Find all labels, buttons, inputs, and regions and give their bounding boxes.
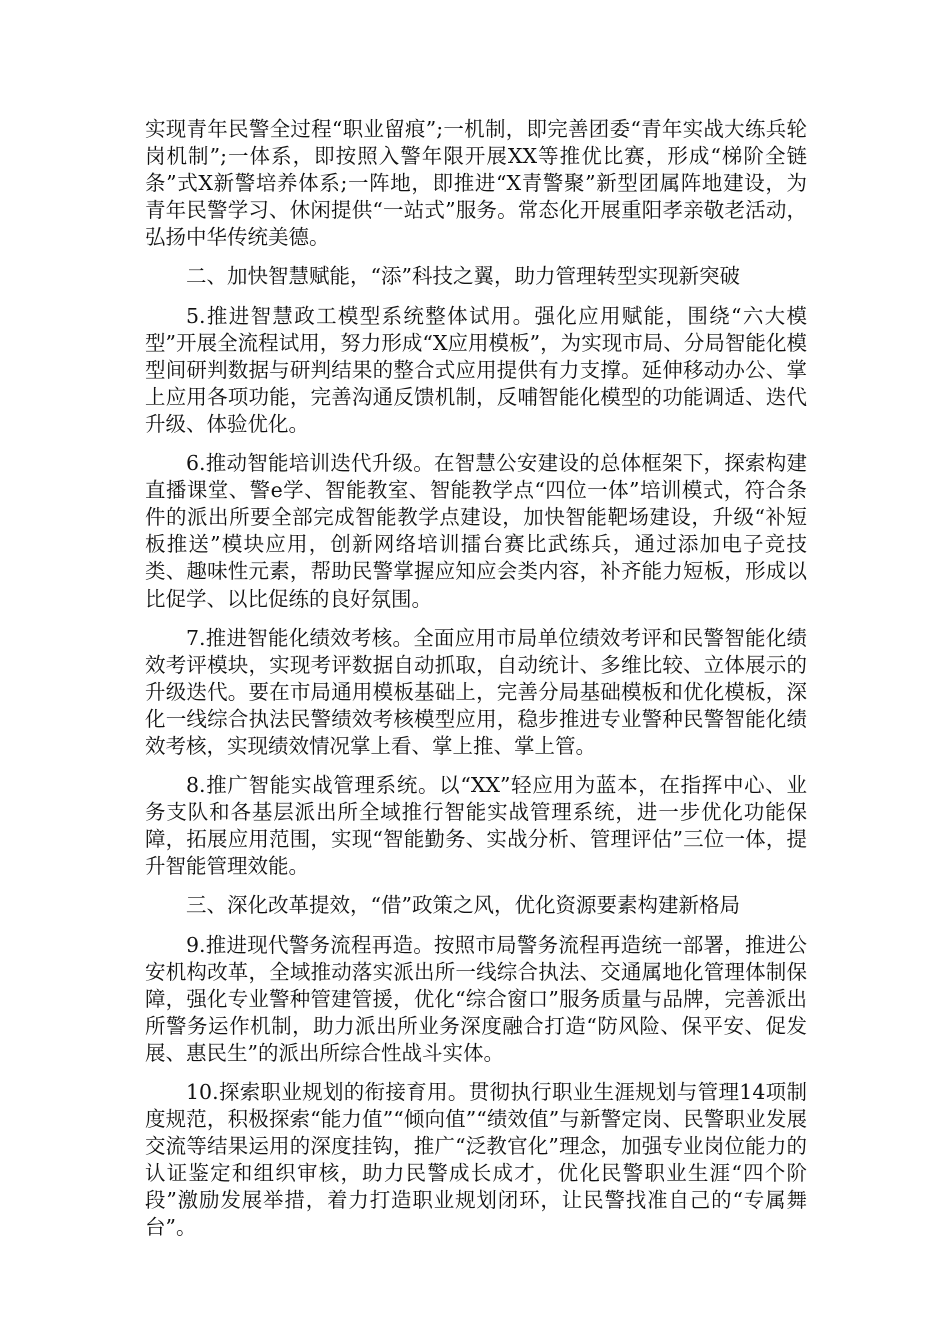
paragraph-item-8: 8.推广智能实战管理系统。以“XX”轻应用为蓝本，在指挥中心、业务支队和各基层派出所全域推行智能实战管理系统，进一步优化功能保障，拓展应用范围，实现“智能勤务、实战分析、管理评估”三位一体，提升智能管理效能。 [145, 773, 807, 879]
document-page [145, 116, 807, 1242]
paragraph-item-10: 10.探索职业规划的衔接育用。贯彻执行职业生涯规划与管理14项制度规范，积极探索“能力值”“倾向值”“绩效值”与新警定岗、民警职业发展交流等结果运用的深度挂钩，推广“泛教官化”理念，加强专业岗位能力的认证鉴定和组织审核，助力民警成长成才，优化民警职业生涯“四个阶段”激励发展举措，着力打造职业规划闭环，让民警找准自己的“专属舞台”。 [145, 1080, 807, 1240]
paragraph-item-7: 7.推进智能化绩效考核。全面应用市局单位绩效考评和民警智能化绩效考评模块，实现考评数据自动抓取，自动统计、多维比较、立体展示的升级迭代。要在市局通用模板基础上，完善分局基础模板和优化模板，深化一线综合执法民警绩效考核模型应用，稳步推进专业警种民警智能化绩效考核，实现绩效情况掌上看、掌上推、掌上管。 [145, 625, 807, 758]
section-heading-2: 二、加快智慧赋能，“添”科技之翼，助力管理转型实现新突破 [186, 264, 740, 289]
paragraph-continuation: 实现青年民警全过程“职业留痕”;一机制，即完善团委“青年实战大练兵轮岗机制”;一体系，即按照入警年限开展XX等推优比赛，形成“梯阶全链条”式X新警培养体系;一阵地，即推进“X青警聚”新型团属阵地建设，为青年民警学习、休闲提供“一站式”服务。常态化开展重阳孝亲敬老活动，弘扬中华传统美德。 [145, 117, 807, 250]
paragraph-item-6: 6.推动智能培训迭代升级。在智慧公安建设的总体框架下，探索构建直播课堂、警e学、智能教室、智能教学点“四位一体”培训模式，符合条件的派出所要全部完成智能教学点建设，加快智能靶场建设，升级“补短板推送”模块应用，创新网络培训擂台赛比武练兵，通过添加电子竞技类、趣味性元素，帮助民警掌握应知应会类内容，补齐能力短板，形成以比促学、以比促练的良好氛围。 [145, 451, 807, 611]
paragraph-item-5: 5.推进智慧政工模型系统整体试用。强化应用赋能，围绕“六大模型”开展全流程试用，努力形成“X应用模板”，为实现市局、分局智能化模型间研判数据与研判结果的整合式应用提供有力支撑。延伸移动办公、掌上应用各项功能，完善沟通反馈机制，反哺智能化模型的功能调适、迭代升级、体验优化。 [145, 303, 807, 436]
paragraph-item-9: 9.推进现代警务流程再造。按照市局警务流程再造统一部署，推进公安机构改革，全域推动落实派出所一线综合执法、交通属地化管理体制保障，强化专业警种管建管援，优化“综合窗口”服务质量与品牌，完善派出所警务运作机制，助力派出所业务深度融合打造“防风险、保平安、促发展、惠民生”的派出所综合性战斗实体。 [145, 932, 807, 1065]
section-heading-3: 三、深化改革提效，“借”政策之风，优化资源要素构建新格局 [186, 893, 740, 918]
